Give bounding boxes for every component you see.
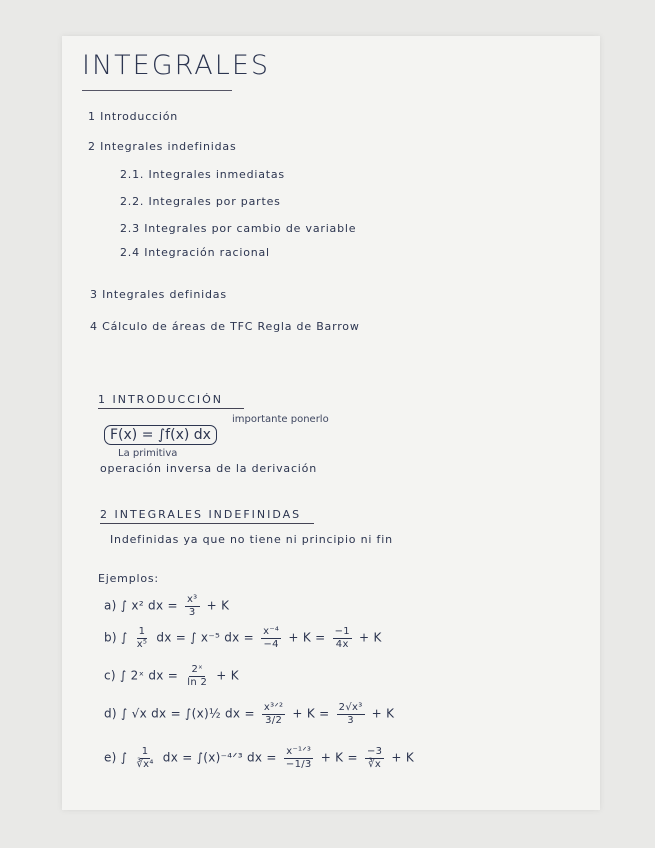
- toc-item: 2.3 Integrales por cambio de variable: [120, 222, 357, 235]
- example-b: b) ∫ $\frac{1}{\text{x⁵}}$ dx = ∫ x⁻⁵ dx = $\frac{\text{x⁻⁴}}{-4}$ + K = $\frac{-1}{4x}$ + K: [104, 626, 382, 650]
- toc-item: 3 Integrales definidas: [90, 288, 227, 301]
- section-heading: 2 INTEGRALES INDEFINIDAS: [100, 508, 302, 521]
- page-title: INTEGRALES: [82, 50, 271, 81]
- toc-item: 4 Cálculo de áreas de TFC Regla de Barrow: [90, 320, 360, 333]
- section-heading: 1 INTRODUCCIÓN: [98, 393, 224, 406]
- toc-item: 2.2. Integrales por partes: [120, 195, 281, 208]
- annotation-primitiva: La primitiva: [118, 448, 178, 459]
- definition-text: Indefinidas ya que no tiene ni principio ni fin: [110, 533, 393, 546]
- definition-text: operación inversa de la derivación: [100, 462, 317, 475]
- toc-item: 2.1. Integrales inmediatas: [120, 168, 285, 181]
- example-e: e) ∫ $\frac{1}{\text{∛x⁴}}$ dx = ∫(x)⁻⁴ᐟ³ dx = $\frac{\text{x⁻¹ᐟ³}}{-1/3}$ + K = $\frac{-3}{∛x}$ + K: [104, 746, 415, 770]
- annotation-importante: importante ponerlo: [232, 414, 329, 425]
- primitive-formula: F(x) = ∫f(x) dx: [104, 425, 217, 445]
- example-a: a) ∫ x² dx = $\frac{\text{x³}}{3}$ + K: [104, 594, 230, 618]
- section-underline: [100, 523, 314, 524]
- example-d: d) ∫ √x dx = ∫(x)½ dx = $\frac{\text{x³ᐟ²}}{3/2}$ + K = $\frac{\text{2√x³}}{3}$ + K: [104, 702, 395, 726]
- examples-label: Ejemplos:: [98, 572, 159, 585]
- example-c: c) ∫ 2ˣ dx = $\frac{\text{2ˣ}}{\ln 2}$ + K: [104, 664, 239, 688]
- toc-item: 1 Introducción: [88, 110, 179, 123]
- title-underline: [82, 90, 232, 91]
- section-underline: [98, 408, 244, 409]
- toc-item: 2.4 Integración racional: [120, 246, 270, 259]
- toc-item: 2 Integrales indefinidas: [88, 140, 237, 153]
